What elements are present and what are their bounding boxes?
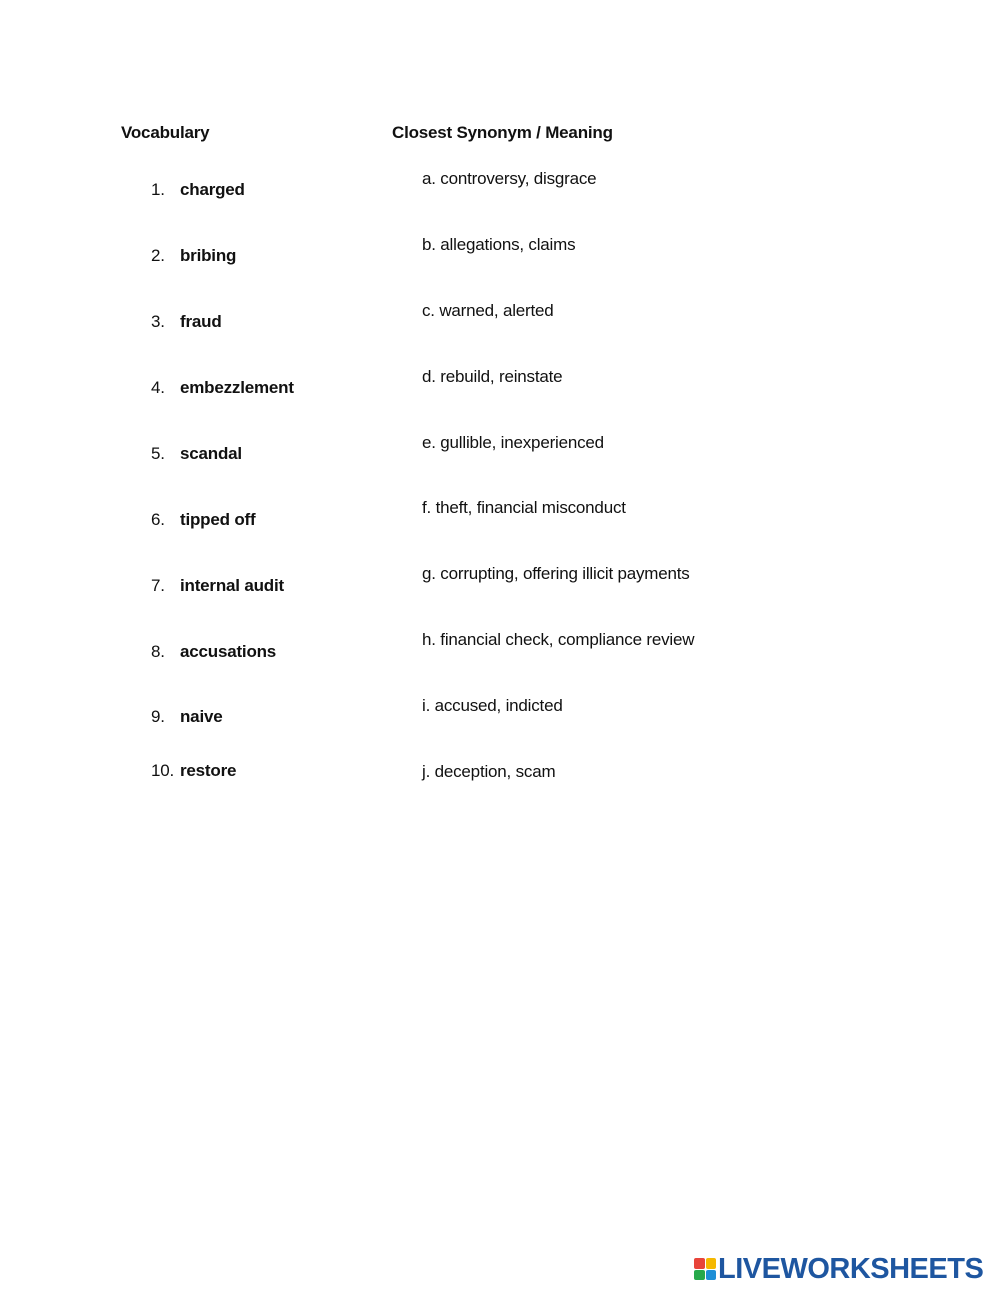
vocab-number: 6. xyxy=(151,510,165,529)
logo-badge-cell xyxy=(694,1270,705,1281)
vocab-item xyxy=(151,510,255,530)
vocab-number: 2. xyxy=(151,246,165,265)
vocab-number: 8. xyxy=(151,642,165,661)
vocab-word: bribing xyxy=(180,246,237,265)
meaning-item: i. accused, indicted xyxy=(422,696,563,715)
meaning-item: d. rebuild, reinstate xyxy=(422,367,563,386)
vocab-item xyxy=(151,180,245,200)
vocab-number: 7. xyxy=(151,576,165,595)
meaning-item: b. allegations, claims xyxy=(422,235,576,254)
logo-badge-cell xyxy=(706,1270,717,1281)
vocab-word: accusations xyxy=(180,642,277,661)
vocabulary-header: Vocabulary xyxy=(121,123,210,142)
vocab-item xyxy=(151,378,294,398)
vocab-word: embezzlement xyxy=(180,378,294,397)
meaning-item: a. controversy, disgrace xyxy=(422,169,597,188)
vocab-word: internal audit xyxy=(180,576,284,595)
logo-badge-cell xyxy=(706,1258,717,1269)
vocab-item xyxy=(151,444,242,464)
vocab-number: 5. xyxy=(151,444,165,463)
meaning-item: g. corrupting, offering illicit payments xyxy=(422,564,690,583)
meaning-item: e. gullible, inexperienced xyxy=(422,433,604,452)
vocab-word: naive xyxy=(180,707,223,726)
meaning-item: j. deception, scam xyxy=(422,762,556,781)
vocab-item xyxy=(151,642,276,662)
vocab-word: tipped off xyxy=(180,510,256,529)
logo-text: LIVEWORKSHEETS xyxy=(718,1252,984,1285)
vocab-word: fraud xyxy=(180,312,222,331)
vocab-number: 9. xyxy=(151,707,165,726)
vocab-number: 4. xyxy=(151,378,165,397)
vocab-number: 1. xyxy=(151,180,165,199)
vocab-item xyxy=(151,576,284,596)
logo-badge-cell xyxy=(694,1258,705,1269)
meaning-header: Closest Synonym / Meaning xyxy=(392,123,613,142)
vocab-word: restore xyxy=(180,761,237,780)
vocab-word: scandal xyxy=(180,444,242,463)
meaning-item: h. financial check, compliance review xyxy=(422,630,695,649)
liveworksheets-logo[interactable] xyxy=(694,1252,984,1285)
vocab-number: 3. xyxy=(151,312,165,331)
vocab-item xyxy=(151,312,222,332)
meaning-item: c. warned, alerted xyxy=(422,301,554,320)
meaning-item: f. theft, financial misconduct xyxy=(422,498,626,517)
vocab-item xyxy=(151,707,222,727)
liveworksheets-logo-icon xyxy=(694,1258,716,1280)
vocab-word: charged xyxy=(180,180,245,199)
vocab-item xyxy=(151,246,236,266)
vocab-number: 10. xyxy=(151,761,175,780)
vocab-item xyxy=(151,761,236,781)
